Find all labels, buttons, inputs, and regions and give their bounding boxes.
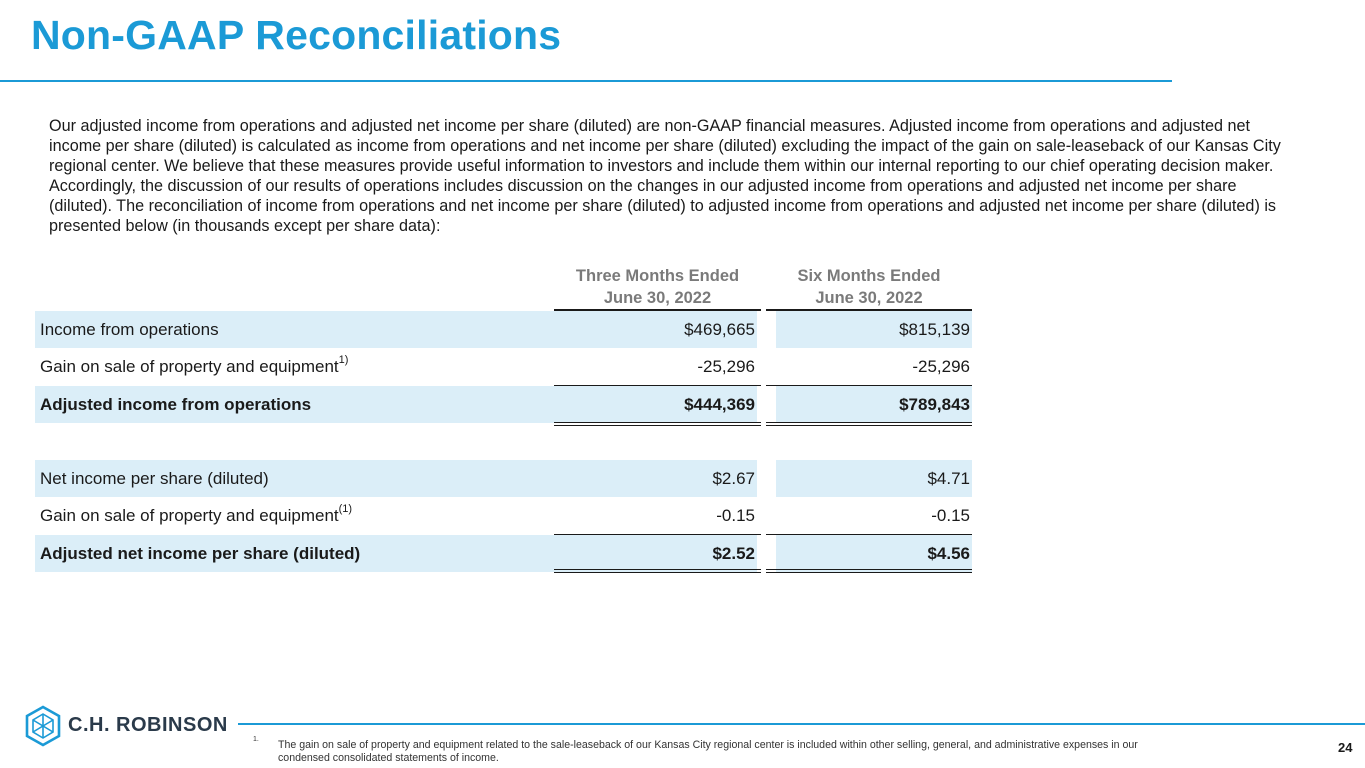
row-value-three-months: $2.67 [554,460,757,497]
footnote-marker: 1. [253,736,259,743]
row-label: Adjusted income from operations [35,386,554,423]
footnote-text: The gain on sale of property and equipment related to the sale-leaseback of our Kansas City regional center is included within other selling, general, and administrative expenses in our condensed consolidated statements of income. [278,739,1138,764]
row-value-six-months: $815,139 [776,311,972,348]
row-label: Gain on sale of property and equipment$^{(1)}$ [40,503,353,525]
row-value-three-months: -25,296 [697,357,755,376]
page-number: 24 [1338,740,1353,755]
column-header-three-months-line2: June 30, 2022 [603,289,712,307]
row-label: Gain on sale of property and equipment$^{1)}$ [40,354,349,376]
ch-robinson-logo-icon [24,705,62,752]
row-value-three-months: $469,665 [554,311,757,348]
row-label: Net income per share (diluted) [35,460,554,497]
row-label: Adjusted net income per share (diluted) [35,535,554,572]
logo-wordmark: C.H. ROBINSON [68,714,228,736]
column-header-six-months [766,265,972,309]
row-value-six-months: -25,296 [912,357,970,376]
total-double-rule [766,569,972,573]
footnote-ref: (1) [338,503,353,516]
title-divider [0,80,1172,82]
row-value-six-months: $789,843 [776,386,972,423]
footnote-ref: 1) [338,354,349,367]
page-title: Non-GAAP Reconciliations [31,12,562,58]
column-header-six-months-line2: June 30, 2022 [815,289,923,307]
row-value-three-months: $2.52 [554,535,757,572]
row-value-six-months: $4.56 [776,535,972,572]
row-value-three-months: -0.15 [716,506,755,525]
total-double-rule [554,569,761,573]
intro-paragraph: Our adjusted income from operations and adjusted net income per share (diluted) are non-GAAP financial measures. Adjusted income from operations and adjusted net income per share (diluted) is calculated as income from operations and net income per share (diluted) excluding the impact of the gain on sale-leaseback of our Kansas City regional center. We believe that these measures provide useful information to investors and include them within our internal reporting to our chief operating decision maker. Accordingly, the discussion of our results of operations includes discussion on the changes in our adjusted income from operations and adjusted net income per share (diluted). The reconciliation of income from operations and net income per share (diluted) to adjusted income from operations and adjusted net income per share (diluted) is presented below (in thousands except per share data): [49,117,1281,235]
row-value-six-months: $4.71 [776,460,972,497]
column-header-three-months [554,265,761,309]
row-value-six-months: -0.15 [931,506,970,525]
row-value-three-months: $444,369 [554,386,757,423]
total-double-rule [554,422,761,426]
total-double-rule [766,422,972,426]
column-header-three-months-line1: Three Months Ended [575,267,740,285]
column-header-six-months-line1: Six Months Ended [797,267,941,285]
footer-divider [238,723,1365,725]
row-label: Income from operations [35,311,554,348]
